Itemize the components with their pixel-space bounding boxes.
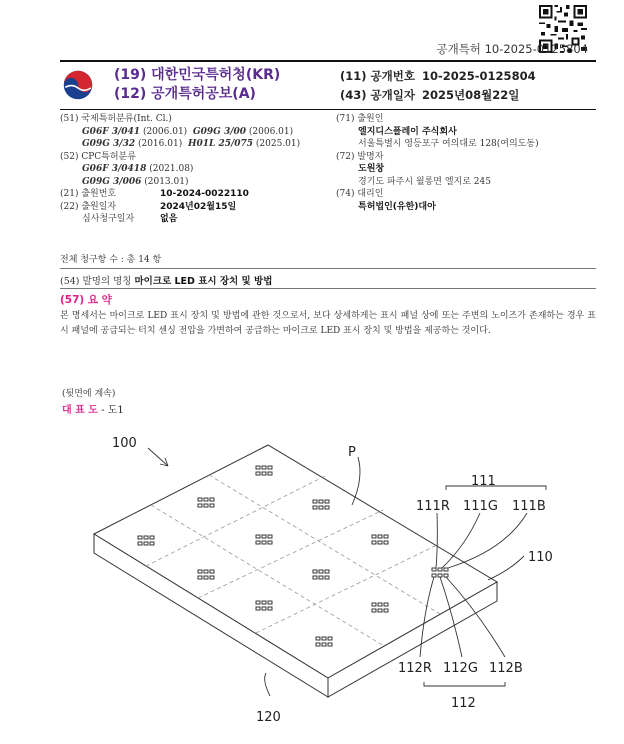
exam-label: 심사청구일자 xyxy=(82,214,135,224)
app-no-label: (21) 출원번호 xyxy=(60,189,117,199)
divider xyxy=(60,268,596,269)
applicant-label: (71) 출원인 xyxy=(336,114,384,124)
cpc-date: (2021.08) xyxy=(146,164,194,174)
agent-name: 특허법인(유한)대아 xyxy=(358,201,436,212)
ipc-row xyxy=(60,126,300,139)
label-100: 100 xyxy=(112,436,137,451)
agent-label: (74) 대리인 xyxy=(336,189,384,199)
pub-date-label: (43) 공개일자 xyxy=(340,88,415,102)
label-120: 120 xyxy=(256,710,281,725)
exam-request xyxy=(60,213,300,226)
label-111G: 111G xyxy=(463,499,498,514)
applicant-address: 서울특별시 영등포구 여의대로 128(여의도동) xyxy=(358,139,539,149)
cpc-row xyxy=(60,176,300,189)
abstract-text: 본 명세서는 마이크로 LED 표시 장치 및 방법에 관한 것으로서, 보다 상세하게는 표시 패널 상에 또는 주변의 노이즈가 존재하는 경우 표시 패널에 공급되는 터치 센싱 전압을 가변하여 공급하는 마이크로 LED 표시 장치 및 방법을 제공하는 것이다. xyxy=(60,311,596,336)
inventor-label: (72) 발명자 xyxy=(336,151,384,162)
cpc-code: G09G 3/006 xyxy=(82,176,142,187)
application-number xyxy=(60,188,300,201)
divider xyxy=(60,109,596,110)
publication-number-top: 공개특허 10-2025-0125804 xyxy=(436,42,588,56)
gazette-type: (12) 공개특허공보(A) xyxy=(114,86,256,102)
bibliographic-right xyxy=(336,113,539,213)
invention-title xyxy=(60,273,272,287)
label-110: 110 xyxy=(528,550,553,565)
cpc-code: G06F 3/0418 xyxy=(82,164,147,174)
ipc-code: H01L 25/075 xyxy=(187,139,254,149)
title-value: 마이크로 LED 표시 장치 및 방법 xyxy=(134,276,273,287)
app-date-label: (22) 출원일자 xyxy=(60,201,117,212)
label-111: 111 xyxy=(471,474,496,489)
label-111B: 111B xyxy=(512,499,546,514)
kipo-logo xyxy=(63,70,93,100)
exam-value: 없음 xyxy=(160,214,178,224)
claims-total: 전체 청구항 수 : 총 14 항 xyxy=(60,255,162,265)
divider xyxy=(60,60,596,62)
cpc-row xyxy=(60,163,300,176)
patent-drawing xyxy=(0,410,624,744)
application-date xyxy=(60,201,300,214)
app-date-value: 2024년02월15일 xyxy=(160,201,237,212)
cpc-date: (2013.01) xyxy=(141,176,189,187)
abstract-heading: (57) 요 약 xyxy=(60,294,112,306)
label-P: P xyxy=(348,445,356,460)
label-112B: 112B xyxy=(489,661,523,676)
continued-note: (뒷면에 계속) xyxy=(62,389,116,399)
title-label: (54) 발명의 명칭 xyxy=(60,276,132,287)
patent-office xyxy=(114,66,280,104)
ipc-code: G06F 3/041 xyxy=(82,126,141,137)
ipc-date: (2006.01) xyxy=(140,126,188,137)
ipc-date: (2025.01) xyxy=(253,139,301,149)
label-112: 112 xyxy=(451,696,476,711)
pub-no-value: 10-2025-0125804 xyxy=(422,69,536,83)
ipc-code: G09G 3/32 xyxy=(82,139,136,149)
inventor-address: 경기도 파주시 월롱면 엘지로 245 xyxy=(358,176,491,187)
pub-date-value: 2025년08월22일 xyxy=(422,88,520,102)
app-no-value: 10-2024-0022110 xyxy=(160,189,249,199)
ipc-label: (51) 국제특허분류(Int. Cl.) xyxy=(60,114,172,124)
applicant-name: 엘지디스플레이 주식회사 xyxy=(358,126,457,137)
ipc-row xyxy=(60,138,300,151)
divider xyxy=(60,288,596,289)
bibliographic-left xyxy=(60,113,300,226)
ipc-code: G09G 3/00 xyxy=(192,126,247,137)
pub-no-label: (11) 공개번호 xyxy=(340,69,415,83)
rep-fig-value: - 도1 xyxy=(97,405,124,416)
ipc-date: (2006.01) xyxy=(246,126,294,137)
label-112G: 112G xyxy=(443,661,478,676)
cpc-label: (52) CPC특허분류 xyxy=(60,151,136,162)
rep-fig-label: 대 표 도 xyxy=(62,405,98,416)
inventor-name: 도원창 xyxy=(358,164,385,174)
ipc-date: (2016.01) xyxy=(135,139,183,149)
office-name: (19) 대한민국특허청(KR) xyxy=(114,67,281,83)
label-111R: 111R xyxy=(416,499,450,514)
publication-info xyxy=(340,67,536,105)
label-112R: 112R xyxy=(398,661,432,676)
